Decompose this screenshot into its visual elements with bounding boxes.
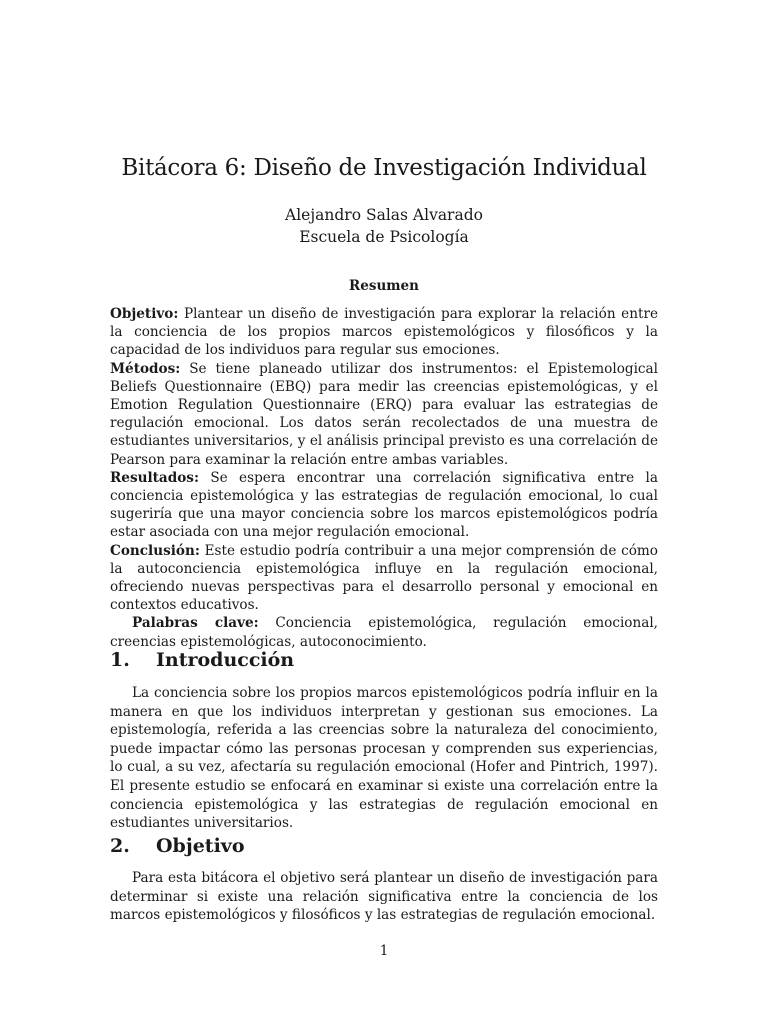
keywords-label: Palabras clave: [132, 615, 259, 632]
abstract-metodos-label: Métodos: [110, 360, 181, 377]
abstract-resultados-text: Se espera encontrar una correlación significativa entre la conciencia epistemológica y las estrategias de regulación emocional, lo cual sugeriría que una mayor conciencia sobre los marcos epistemológicos podría estar asociada con una mejor regulación emocional. [110, 469, 658, 541]
abstract-conclusion [110, 542, 658, 615]
keywords-text: Conciencia epistemológica, regulación emocional, creencias epistemológicas, autoconocimiento. [110, 615, 659, 650]
section-number: 1. [110, 649, 130, 671]
abstract-conclusion-label: Conclusión: [110, 542, 200, 559]
section-title-text: Introducción [156, 649, 295, 671]
abstract-resultados [110, 469, 658, 542]
section-number: 2. [110, 835, 130, 857]
abstract [110, 305, 658, 651]
author-block [0, 204, 768, 248]
section-paragraph-objetivo: Para esta bitácora el objetivo será plantear un diseño de investigación para determinar si existe una relación significativa entre la conciencia de los marcos epistemológicos y filosóficos y las estrategias de regulación emocional. [110, 870, 658, 924]
abstract-heading: Resumen [349, 278, 419, 294]
author-affiliation: Escuela de Psicología [299, 228, 469, 246]
section-paragraph-introduccion: La conciencia sobre los propios marcos epistemológicos podría influir en la manera en que los individuos interpretan y gestionan sus emociones. La epistemología, referida a las creencias sobre la naturaleza del conocimiento, puede impactar cómo las personas procesan y comprenden sus experiencias, lo cual, a su vez, afectaría su regulación emocional (Hofer and Pintrich, 1997). El presente estudio se enfocará en examinar si existe una correlación entre la conciencia epistemológica y las estrategias de regulación emocional en estudiantes universitarios. [110, 685, 658, 832]
abstract-metodos [110, 360, 658, 469]
abstract-resultados-label: Resultados: [110, 469, 199, 486]
paper-title: Bitácora 6: Diseño de Investigación Individual [121, 155, 647, 181]
section-heading-objetivo [110, 834, 245, 858]
section-heading-introduccion [110, 648, 294, 672]
abstract-metodos-text: Se tiene planeado utilizar dos instrumentos: el Epistemological Beliefs Questionnaire (EBQ) para medir las creencias epistemológicas, y el Emotion Regulation Questionnaire (ERQ) para evaluar las estrategias de regulación emocional. Los datos serán recolectados de una muestra de estudiantes universitarios, y el análisis principal previsto es una correlación de Pearson para examinar la relación entre ambas variables. [110, 360, 658, 468]
abstract-keywords [110, 614, 658, 650]
abstract-conclusion-text: Este estudio podría contribuir a una mejor comprensión de cómo la autoconciencia epistemológica influye en la regulación emocional, ofreciendo nuevas perspectivas para el desarrollo personal y emocional en contextos educativos. [110, 542, 658, 614]
author-name: Alejandro Salas Alvarado [285, 206, 483, 224]
page-number: 1 [379, 943, 389, 959]
abstract-objetivo-text: Plantear un diseño de investigación para explorar la relación entre la conciencia de los propios marcos epistemológicos y filosóficos y la capacidad de los individuos para regular sus emociones. [110, 306, 658, 359]
abstract-objetivo [110, 305, 658, 360]
section-title-text: Objetivo [156, 835, 245, 857]
abstract-objetivo-label: Objetivo: [110, 306, 179, 322]
